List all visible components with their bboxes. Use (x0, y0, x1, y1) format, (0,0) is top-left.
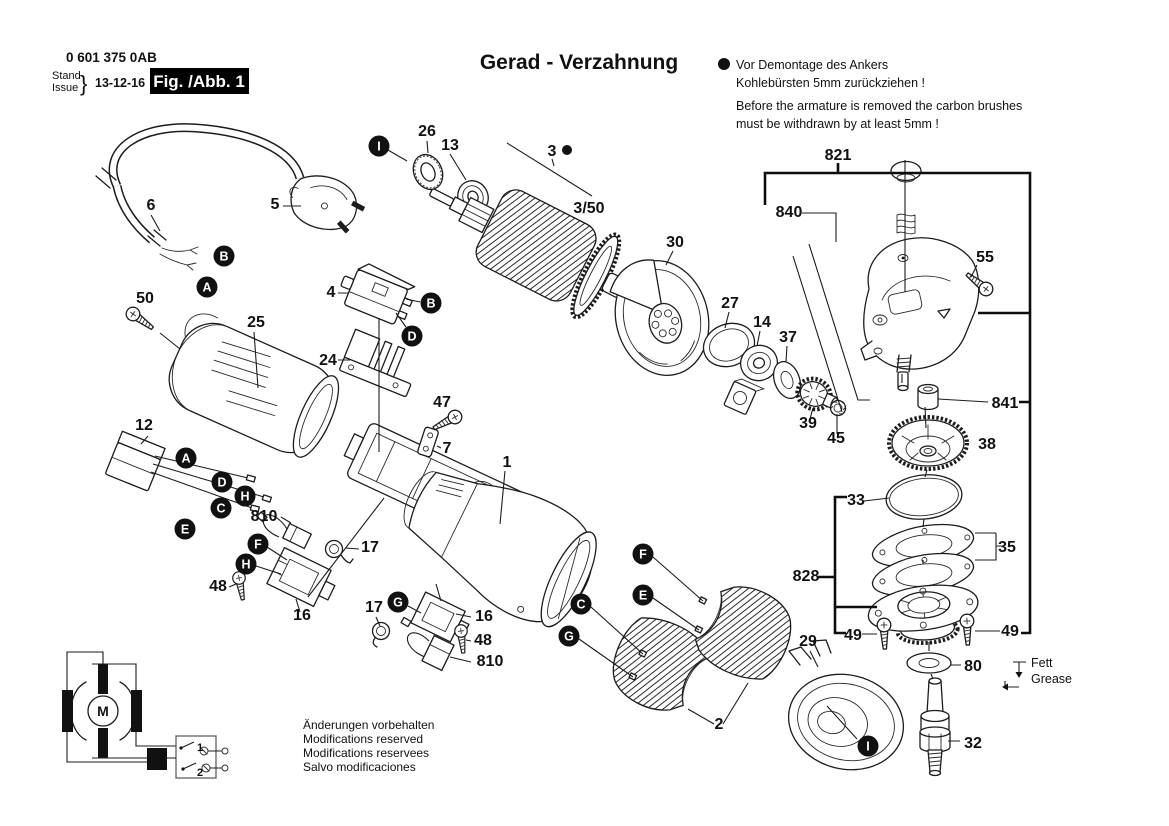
part-label-16-38: 16 (475, 608, 493, 625)
part-label-30-4: 30 (666, 234, 684, 251)
letter-marker-D-4 (402, 326, 423, 347)
part-label-48-39: 48 (474, 632, 492, 649)
part-label-17-37: 17 (365, 599, 383, 616)
part-label-13-1: 13 (441, 137, 459, 154)
letter-marker-F-10 (248, 534, 269, 555)
header (52, 50, 1022, 155)
part-label-49-19: 49 (1001, 623, 1019, 640)
part-label-80-20: 80 (964, 658, 982, 675)
wiring-schematic (62, 652, 228, 779)
part-label-16-36: 16 (293, 607, 311, 624)
legal-line-4: Salvo modificaciones (303, 760, 416, 774)
letter-marker-B-1 (214, 246, 235, 267)
part-label-55-12: 55 (976, 249, 994, 266)
part-label-12-32: 12 (135, 417, 153, 434)
spring-drawing (373, 623, 390, 648)
part-label-48-35: 48 (209, 578, 227, 595)
warning-note-de-1: Vor Demontage des Ankers (736, 58, 889, 72)
part-label-2-41: 2 (714, 716, 724, 733)
part-label-47-29: 47 (433, 394, 451, 411)
part-label-1-31: 1 (502, 454, 512, 471)
screw49-right (960, 614, 975, 645)
part-label-24-28: 24 (319, 352, 337, 369)
letter-marker-C-15 (571, 594, 592, 615)
svg-text:D: D (217, 475, 227, 490)
part-label-4-27: 4 (326, 284, 336, 301)
note-bullet-icon (718, 58, 730, 70)
part-label-6-23: 6 (146, 197, 156, 214)
legal-line-2: Modifications reserved (303, 732, 424, 746)
part-label-841-13: 841 (991, 395, 1019, 412)
washer80-drawing (907, 653, 951, 673)
svg-text:H: H (241, 557, 251, 572)
part-label-39-8: 39 (799, 415, 817, 432)
grease-label-en: Grease (1031, 672, 1072, 686)
part-label-840-11: 840 (775, 204, 803, 221)
page-title: Gerad - Verzahnung (479, 51, 679, 74)
letter-marker-I-0 (369, 136, 390, 157)
svg-text:A: A (202, 280, 212, 295)
letter-marker-A-5 (176, 448, 197, 469)
svg-text:I: I (377, 139, 381, 154)
grease-label-de: Fett (1031, 656, 1053, 670)
seal-drawing (408, 150, 448, 194)
plug-drawing (283, 168, 370, 238)
svg-text:B: B (426, 296, 436, 311)
part-label-7-30: 7 (442, 440, 452, 457)
part-label-3-50-3: 3/50 (573, 200, 605, 217)
warning-note-en-1: Before the armature is removed the carbon brushes (736, 99, 1023, 113)
part-label-45-9: 45 (827, 430, 845, 447)
armature-note-bullet-icon (562, 145, 572, 155)
svg-text:C: C (576, 597, 586, 612)
retainer-cube-drawing (724, 377, 764, 418)
part-label-29-22: 29 (799, 633, 817, 650)
screw49-left (877, 618, 892, 649)
svg-text:A: A (181, 451, 191, 466)
revision-label-top: Stand (52, 70, 81, 82)
warning-note-de-2: Kohlebürsten 5mm zurückziehen ! (736, 76, 925, 90)
legal-line-3: Modifications reservees (303, 746, 430, 760)
letter-marker-D-6 (212, 472, 233, 493)
schematic-contact-2: 2 (197, 767, 204, 779)
svg-text:I: I (866, 739, 870, 754)
part-label-50-25: 50 (136, 290, 154, 307)
sleeve841-drawing (918, 385, 938, 410)
svg-text:D: D (407, 329, 417, 344)
schematic-motor-label: M (97, 703, 109, 719)
figure-box-label: Fig. /Abb. 1 (153, 72, 245, 91)
part-label-32-21: 32 (964, 735, 982, 752)
parts-artwork (62, 128, 996, 782)
baffle-drawing (603, 248, 721, 385)
svg-text:H: H (240, 489, 250, 504)
letter-marker-C-8 (211, 498, 232, 519)
part-label-810-33: 810 (250, 508, 278, 525)
legal-line-1: Änderungen vorbehalten (303, 718, 435, 732)
svg-text:C: C (216, 501, 226, 516)
svg-text:E: E (638, 588, 648, 603)
letter-marker-B-3 (421, 293, 442, 314)
guard-drawing (778, 640, 913, 782)
part-label-810-40: 810 (476, 653, 504, 670)
part-label-26-0: 26 (418, 123, 436, 140)
part-label-37-7: 37 (779, 329, 797, 346)
warning-note-en-2: must be withdrawn by at least 5mm ! (736, 117, 939, 131)
svg-text:G: G (393, 595, 403, 610)
part-label-49-18: 49 (844, 627, 862, 644)
letter-marker-H-11 (236, 554, 257, 575)
gear-housing-drawing (861, 238, 979, 391)
letter-marker-H-7 (235, 486, 256, 507)
letter-marker-E-14 (633, 585, 654, 606)
revision-date: 13-12-16 (95, 76, 146, 90)
letter-marker-G-16 (559, 626, 580, 647)
revision-label-bottom: Issue (52, 82, 79, 94)
letter-marker-I-17 (858, 736, 879, 757)
letter-marker-A-2 (197, 277, 218, 298)
grease-note (1002, 656, 1072, 691)
part-label-17-34: 17 (361, 539, 379, 556)
svg-text:F: F (254, 537, 262, 552)
stator-drawing (600, 575, 804, 723)
revision-brace: } (80, 71, 88, 96)
svg-text:F: F (639, 547, 647, 562)
part-label-828-17: 828 (792, 568, 820, 585)
spindle-drawing (920, 678, 950, 776)
part-label-35-16: 35 (998, 539, 1016, 556)
screw50 (124, 305, 157, 334)
part-label-27-5: 27 (721, 295, 739, 312)
bevel-gear-drawing (889, 417, 967, 469)
svg-text:E: E (180, 522, 190, 537)
oring-drawing (884, 471, 964, 523)
svg-text:B: B (219, 249, 229, 264)
schematic-contact-1: 1 (197, 742, 204, 754)
part-number: 0 601 375 0AB (66, 50, 157, 65)
svg-text:G: G (564, 629, 574, 644)
part-label-5-24: 5 (270, 196, 280, 213)
part-label-14-6: 14 (753, 314, 771, 331)
letter-marker-G-12 (388, 592, 409, 613)
part-label-821-10: 821 (824, 147, 852, 164)
footer (303, 718, 434, 774)
power-cord-drawing (96, 128, 300, 270)
part-label-3-2: 3 (547, 143, 557, 160)
letter-marker-F-13 (633, 544, 654, 565)
part-label-25-26: 25 (247, 314, 265, 331)
part-label-33-15: 33 (847, 492, 865, 509)
part-label-38-14: 38 (978, 436, 996, 453)
letter-marker-E-9 (175, 519, 196, 540)
